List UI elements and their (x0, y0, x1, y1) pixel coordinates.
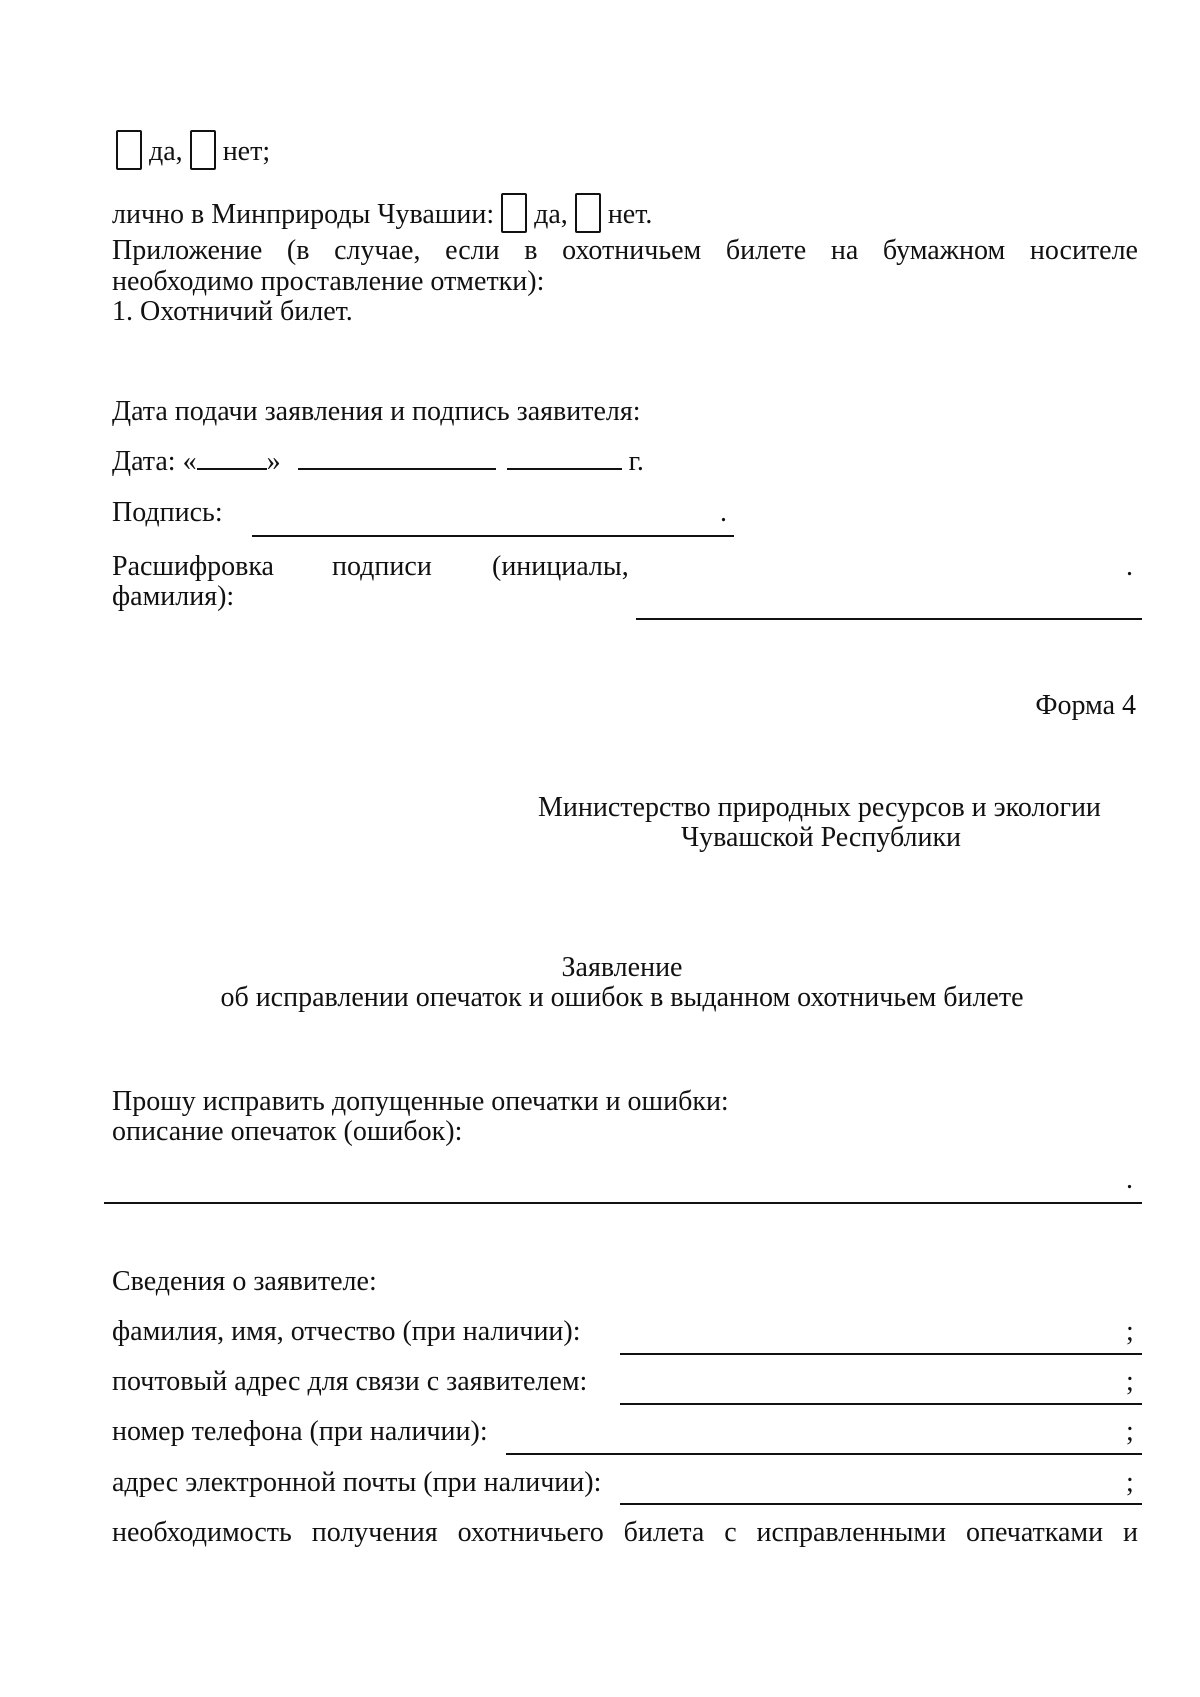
address-field[interactable] (620, 1403, 1142, 1405)
in-person-no-label: нет. (607, 199, 653, 230)
date-row (112, 446, 644, 478)
no-checkbox[interactable] (190, 130, 216, 170)
address-label: почтовый адрес для связи с заявителем: (112, 1366, 588, 1397)
description-end: . (1126, 1164, 1133, 1195)
signature-decode-field[interactable] (636, 618, 1142, 620)
top-options-row (116, 130, 270, 170)
decode-word3: (инициалы, (492, 551, 629, 582)
fio-end: ; (1126, 1316, 1134, 1347)
addressee-line1: Министерство природных ресурсов и экологии (538, 792, 1101, 823)
phone-end: ; (1126, 1416, 1134, 1447)
description-label: описание опечаток (ошибок): (112, 1116, 463, 1147)
fio-label: фамилия, имя, отчество (при наличии): (112, 1316, 581, 1347)
date-year-field[interactable] (507, 464, 622, 470)
yes-label: да, (149, 136, 183, 167)
in-person-no-checkbox[interactable] (575, 193, 601, 233)
decode-line2: фамилия): (112, 581, 235, 612)
appendix-item1: 1. Охотничий билет. (112, 296, 353, 327)
appendix-line2: необходимо проставление отметки): (112, 266, 545, 297)
request-text: Прошу исправить допущенные опечатки и ошибки: (112, 1086, 729, 1117)
addressee-line2: Чувашской Республики (680, 822, 962, 853)
date-month-field[interactable] (298, 464, 496, 470)
form-label: Форма 4 (1035, 690, 1136, 721)
email-end: ; (1126, 1467, 1134, 1498)
signature-label: Подпись: (112, 497, 223, 528)
description-field[interactable] (104, 1202, 1142, 1204)
signature-field[interactable] (252, 535, 734, 537)
need-line: необходимость получения охотничьего билета с исправленными опечатками и (112, 1517, 1138, 1548)
date-year-label: г. (628, 446, 644, 477)
application-subtitle: об исправлении опечаток и ошибок в выданном охотничьем билете (220, 982, 1024, 1013)
applicant-heading: Сведения о заявителе: (112, 1266, 377, 1297)
signature-end: . (720, 497, 727, 528)
application-title: Заявление (561, 952, 683, 983)
email-field[interactable] (620, 1503, 1142, 1505)
signature-heading: Дата подачи заявления и подпись заявителя: (112, 396, 641, 427)
in-person-label: лично в Минприроды Чувашии: (112, 199, 495, 230)
decode-word2: подписи (332, 551, 432, 582)
yes-checkbox[interactable] (116, 130, 142, 170)
date-prefix: Дата: « (112, 446, 197, 477)
fio-field[interactable] (620, 1353, 1142, 1355)
phone-field[interactable] (506, 1453, 1142, 1455)
no-label: нет; (222, 136, 271, 167)
phone-label: номер телефона (при наличии): (112, 1416, 488, 1447)
date-quote: » (266, 446, 281, 477)
email-label: адрес электронной почты (при наличии): (112, 1467, 602, 1498)
in-person-yes-label: да, (534, 199, 568, 230)
decode-word1: Расшифровка (112, 551, 274, 582)
address-end: ; (1126, 1366, 1134, 1397)
in-person-row (112, 193, 652, 233)
decode-end: . (1126, 551, 1133, 582)
appendix-line1: Приложение (в случае, если в охотничьем билете на бумажном носителе (112, 235, 1138, 266)
date-day-field[interactable] (197, 464, 267, 470)
in-person-yes-checkbox[interactable] (501, 193, 527, 233)
